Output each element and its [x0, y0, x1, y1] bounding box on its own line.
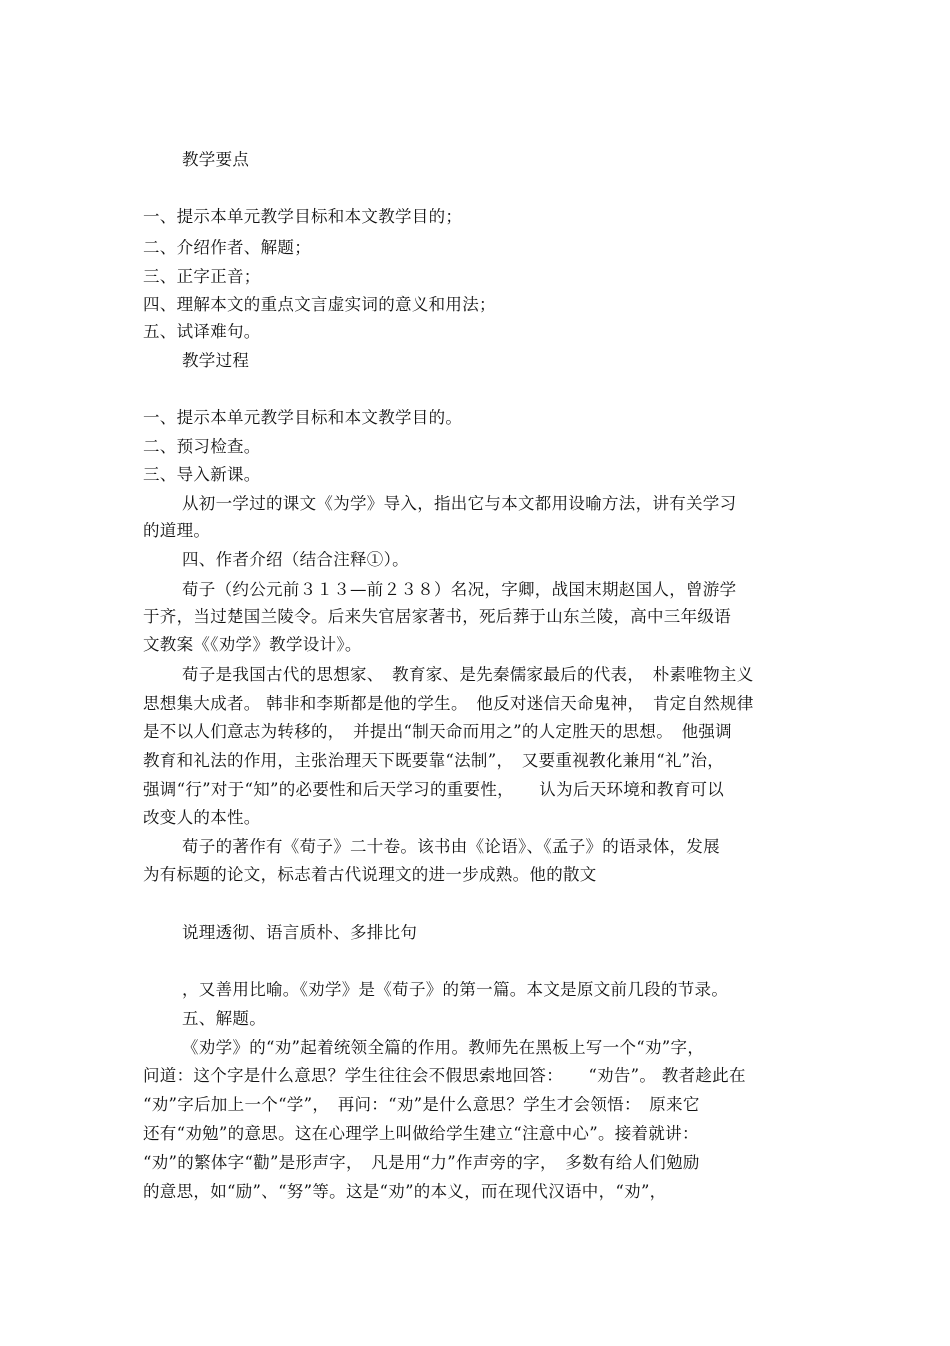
title-line-5: “劝”的繁体字“勸”是形声字， 凡是用“力”作声旁的字， 多数有给人们勉励	[143, 1153, 700, 1172]
title-line-3: “劝”字后加上一个“学”， 再问：“劝”是什么意思？学生才会领悟： 原来它	[143, 1095, 700, 1114]
title-line-1: 《劝学》的“劝”起着统领全篇的作用。教师先在黑板上写一个“劝”字，	[182, 1038, 705, 1057]
author-heading: 四、作者介绍（结合注释①）。	[182, 550, 409, 569]
title-line-6: 的意思，如“励”、“努”等。这是“劝”的本义，而在现代汉语中，“劝”，	[143, 1182, 667, 1201]
style-line: 说理透彻、语言质朴、多排比句	[182, 923, 418, 942]
style-continuation: ，又善用比喻。《劝学》是《荀子》的第一篇。本文是原文前几段的节录。	[182, 980, 729, 999]
title-line-2: 问道：这个字是什么意思？学生往往会不假思索地回答： “劝告”。 教者趁此在	[143, 1066, 746, 1085]
thought-line-4: 教育和礼法的作用，主张治理天下既要靠“法制”， 又要重视教化兼用“礼”治，	[143, 751, 725, 770]
thought-line-5: 强调“行”对于“知”的必要性和后天学习的重要性， 认为后天环境和教育可以	[143, 780, 725, 799]
author-line-1: 荀子（约公元前３１３—前２３８）名况，字卿，战国末期赵国人，曾游学	[182, 580, 737, 599]
thought-line-6: 改变人的本性。	[143, 808, 261, 827]
author-line-3: 文教案《《劝学》教学设计》。	[143, 635, 362, 654]
point-3: 三、正字正音；	[143, 267, 261, 286]
point-1: 一、提示本单元教学目标和本文教学目的；	[143, 207, 463, 226]
author-line-2: 于齐，当过楚国兰陵令。后来失官居家著书，死后葬于山东兰陵，高中三年级语	[143, 607, 731, 626]
process-1: 一、提示本单元教学目标和本文教学目的。	[143, 408, 463, 427]
process-2: 二、预习检查。	[143, 437, 261, 456]
thought-line-1: 荀子是我国古代的思想家、 教育家、是先秦儒家最后的代表， 朴素唯物主义	[182, 665, 754, 684]
thought-line-2: 思想集大成者。 韩非和李斯都是他的学生。 他反对迷信天命鬼神， 肯定自然规律	[143, 694, 754, 713]
title-heading: 五、解题。	[182, 1009, 266, 1028]
heading-teaching-process: 教学过程	[182, 351, 250, 370]
point-5: 五、试译难句。	[143, 322, 261, 341]
works-line-2: 为有标题的论文，标志着古代说理文的进一步成熟。他的散文	[143, 865, 597, 884]
point-4: 四、理解本文的重点文言虚实词的意义和用法；	[143, 295, 496, 314]
works-line-1: 荀子的著作有《荀子》二十卷。该书由《论语》、《孟子》的语录体，发展	[182, 837, 720, 856]
intro-line-2: 的道理。	[143, 521, 211, 540]
heading-teaching-points: 教学要点	[182, 150, 250, 169]
intro-line-1: 从初一学过的课文《为学》导入，指出它与本文都用设喻方法，讲有关学习	[182, 494, 737, 513]
point-2: 二、介绍作者、解题；	[143, 238, 311, 257]
thought-line-3: 是不以人们意志为转移的， 并提出“制天命而用之”的人定胜天的思想。 他强调	[143, 722, 732, 741]
title-line-4: 还有“劝勉”的意思。这在心理学上叫做给学生建立“注意中心”。接着就讲：	[143, 1124, 699, 1143]
process-3: 三、导入新课。	[143, 465, 261, 484]
